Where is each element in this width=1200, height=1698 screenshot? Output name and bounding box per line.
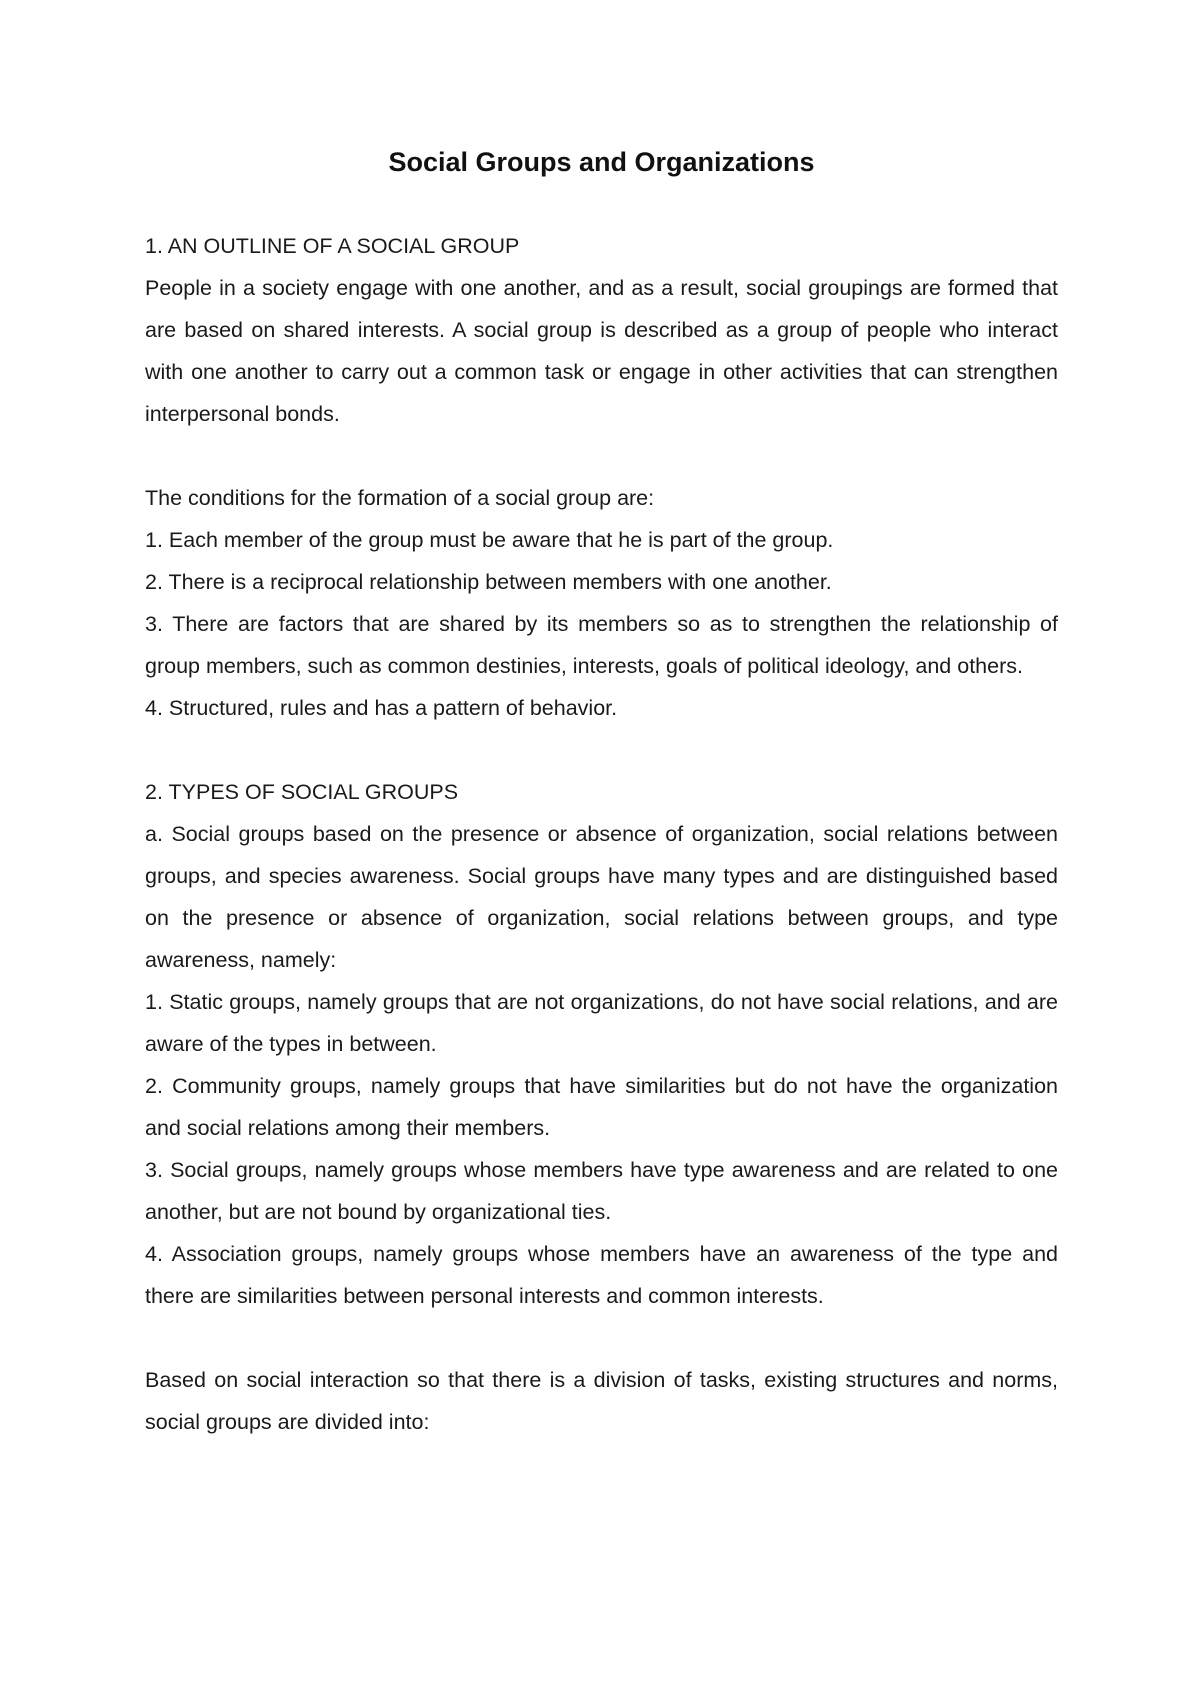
document-title: Social Groups and Organizations [388, 147, 815, 177]
condition-item-3: 3. There are factors that are shared by its members so as to strengthen the relationship of group members, such as common destinies, interests, goals of political ideology, and others. [145, 612, 1058, 678]
type-item-4: 4. Association groups, namely groups whose members have an awareness of the type and there are similarities between personal interests and common interests. [145, 1242, 1058, 1308]
condition-item-2: 2. There is a reciprocal relationship between members with one another. [145, 570, 832, 594]
paragraph-spacer [145, 1317, 1058, 1359]
paragraph-spacer [145, 435, 1058, 477]
closing-paragraph: Based on social interaction so that there is a division of tasks, existing structures and norms, social groups are divided into: [145, 1368, 1058, 1434]
type-item-3: 3. Social groups, namely groups whose members have type awareness and are related to one another, but are not bound by organizational ties. [145, 1158, 1058, 1224]
paragraph-spacer [145, 729, 1058, 771]
subsection-a-paragraph: a. Social groups based on the presence or absence of organization, social relations between groups, and species awareness. Social groups have many types and are distinguished based on the presence or absence of organization, social relations between groups, and type awareness, namely: [145, 822, 1058, 972]
section-heading-outline: 1. AN OUTLINE OF A SOCIAL GROUP [145, 234, 520, 258]
document-page [145, 142, 1058, 1443]
condition-item-4: 4. Structured, rules and has a pattern of behavior. [145, 696, 618, 720]
type-item-1: 1. Static groups, namely groups that are not organizations, do not have social relations, and are aware of the types in between. [145, 990, 1058, 1056]
section-heading-types: 2. TYPES OF SOCIAL GROUPS [145, 780, 459, 804]
type-item-2: 2. Community groups, namely groups that have similarities but do not have the organization and social relations among their members. [145, 1074, 1058, 1140]
paragraph-intro: People in a society engage with one another, and as a result, social groupings are formed that are based on shared interests. A social group is described as a group of people who interact with one another to carry out a common task or engage in other activities that can strengthen interpersonal bonds. [145, 276, 1058, 426]
condition-item-1: 1. Each member of the group must be aware that he is part of the group. [145, 528, 834, 552]
conditions-lead: The conditions for the formation of a social group are: [145, 486, 655, 510]
